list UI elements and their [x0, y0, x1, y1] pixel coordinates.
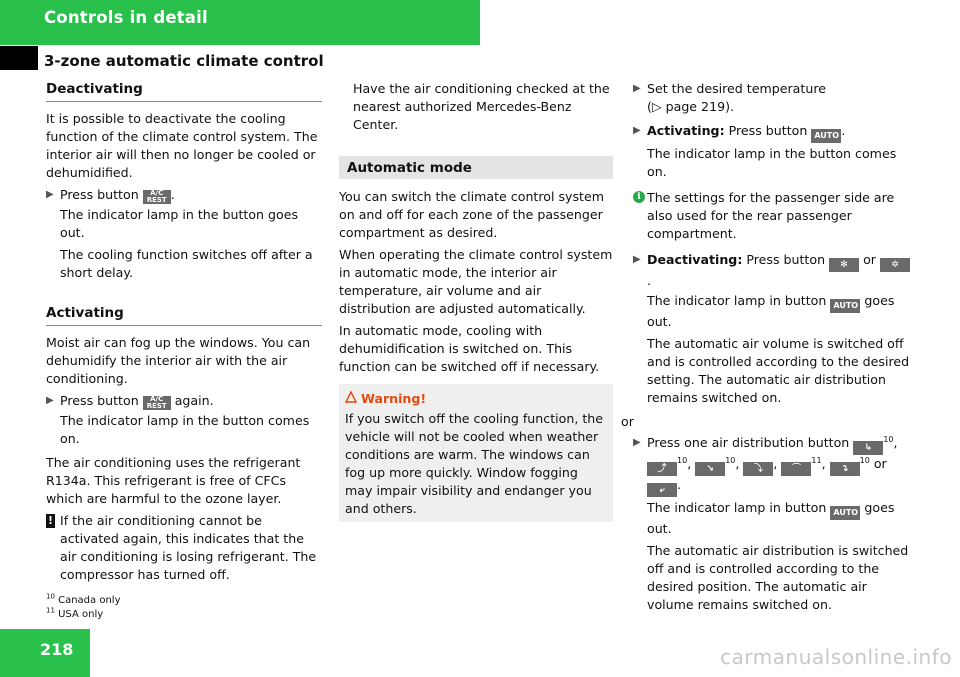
footnote-11: $^{11}$ USA only	[46, 606, 104, 620]
deactivating-paragraph: It is possible to deactivate the cooling function of the climate control system. The interior air will then no longer be cooled or dehumidified.	[46, 111, 318, 180]
air-distribution-result-1: The indicator lamp in button AUTO goes out.	[647, 500, 895, 536]
watermark: carmanualsonline.info	[720, 645, 952, 669]
auto-button-icon: AUTO	[811, 129, 841, 143]
column-3	[621, 80, 913, 618]
deactivating-result-1: The indicator lamp in the button goes out.	[60, 207, 299, 240]
air-distribution-all-button-icon: ⤶	[647, 483, 677, 497]
step-arrow-icon: ▶	[633, 254, 641, 265]
activating-step: ▶ Activating: Press button AUTO .	[633, 122, 913, 143]
page-reference: (▷ page 219).	[647, 99, 735, 114]
warning-box	[339, 384, 613, 522]
footnote-10: $^{10}$ Canada only	[46, 592, 121, 606]
refrigerant-paragraph: The air conditioning uses the refrigerant R134a. This refrigerant is free of CFCs which are harmful to the ozone layer.	[46, 455, 301, 506]
section-title: 3-zone automatic climate control	[44, 52, 324, 70]
step-arrow-icon: ▶	[46, 395, 54, 406]
air-distribution-result-2: The automatic air distribution is switched off and is controlled according to the desired position. The automatic air volume remains switched on.	[647, 543, 909, 612]
page-number: 218	[40, 640, 74, 659]
air-distribution-center-button-icon: ↘	[695, 462, 725, 476]
deactivating-result-1: The indicator lamp in button AUTO goes out.	[647, 293, 895, 329]
air-distribution-foot-button-icon: ⤵	[743, 462, 773, 476]
ac-button-icon: A/C REST	[143, 396, 171, 410]
fan-small-button-icon: ✻	[829, 258, 859, 272]
footnotes	[46, 594, 121, 622]
warning-text: If you switch off the cooling function, the vehicle will not be cooled when weather conditions are warm. The windows can fog up more quickly. Window fogging may impair visibility and endanger you and others.	[345, 411, 603, 516]
info-icon: i	[633, 191, 645, 203]
or-separator: or	[621, 414, 634, 429]
step-arrow-icon: ▶	[46, 189, 54, 200]
section-marker	[0, 46, 38, 70]
automatic-paragraph-2: When operating the climate control system in automatic mode, the interior air temperature, air volume and air distribution are adjusted automatically.	[339, 247, 613, 316]
air-distribution-head-button-icon: ⤴	[647, 462, 677, 476]
air-distribution-defrost-button-icon: ⌒	[781, 462, 811, 476]
deactivating-heading: Deactivating	[46, 80, 322, 102]
deactivating-step: ▶ Deactivating: Press button ✻ or ✲.	[633, 251, 913, 290]
auto-button-icon: AUTO	[830, 299, 860, 313]
column-1	[46, 80, 322, 584]
ac-button-icon: A/C REST	[143, 190, 171, 204]
deactivating-result-2: The cooling function switches off after a short delay.	[60, 247, 313, 280]
set-temperature-step: ▶ Set the desired temperature (▷ page 219).	[633, 81, 826, 114]
note-text: If the air conditioning cannot be activated again, this indicates that the air conditioning is losing refrigerant. The compressor has turned off.	[60, 513, 317, 582]
chapter-title: Controls in detail	[44, 8, 208, 27]
exclamation-icon: !	[47, 514, 54, 527]
step-arrow-icon: ▶	[633, 125, 641, 136]
activating-heading: Activating	[46, 304, 322, 326]
air-distribution-step: ▶ Press one air distribution button ↳$^{10}$, ⤴$^{10}$, ↘$^{10}$, ⤵ , ⌒$^{11}$, ↴$^{10}$ or ⤶ .	[633, 434, 898, 495]
activating-step: ▶ Press button A/C REST again.	[46, 393, 214, 410]
activating-paragraph: Moist air can fog up the windows. You can dehumidify the interior air with the air conditioning.	[46, 335, 311, 386]
column-2	[339, 80, 613, 522]
deactivating-step: ▶ Press button A/C REST .	[46, 187, 175, 204]
step-arrow-icon: ▶	[633, 83, 641, 94]
note-block	[46, 512, 322, 584]
automatic-paragraph-1: You can switch the climate control system on and off for each zone of the passenger compartment as desired.	[339, 189, 604, 240]
warning-triangle-icon	[345, 390, 357, 408]
fan-large-button-icon: ✲	[880, 258, 910, 272]
air-distribution-footwell-button-icon: ↳	[853, 441, 883, 455]
automatic-paragraph-3: In automatic mode, cooling with dehumidification is switched on. This function can be switched off if necessary.	[339, 323, 600, 374]
auto-button-icon: AUTO	[830, 506, 860, 520]
warning-heading: Warning!	[345, 390, 607, 408]
page-number-box	[0, 629, 90, 677]
air-distribution-center-foot-button-icon: ↴	[830, 462, 860, 476]
activating-result: The indicator lamp in the button comes on.	[60, 413, 310, 446]
activating-result: The indicator lamp in the button comes on.	[647, 146, 897, 179]
automatic-mode-heading: Automatic mode	[339, 156, 613, 179]
deactivating-result-2: The automatic air volume is switched off and is controlled according to the desired setting. The automatic air distribution remains switched on.	[647, 336, 910, 405]
step-arrow-icon: ▶	[633, 437, 641, 448]
info-note: i The settings for the passenger side are also used for the rear passenger compartment.	[633, 189, 913, 243]
check-paragraph: Have the air conditioning checked at the nearest authorized Mercedes-Benz Center.	[353, 81, 610, 132]
